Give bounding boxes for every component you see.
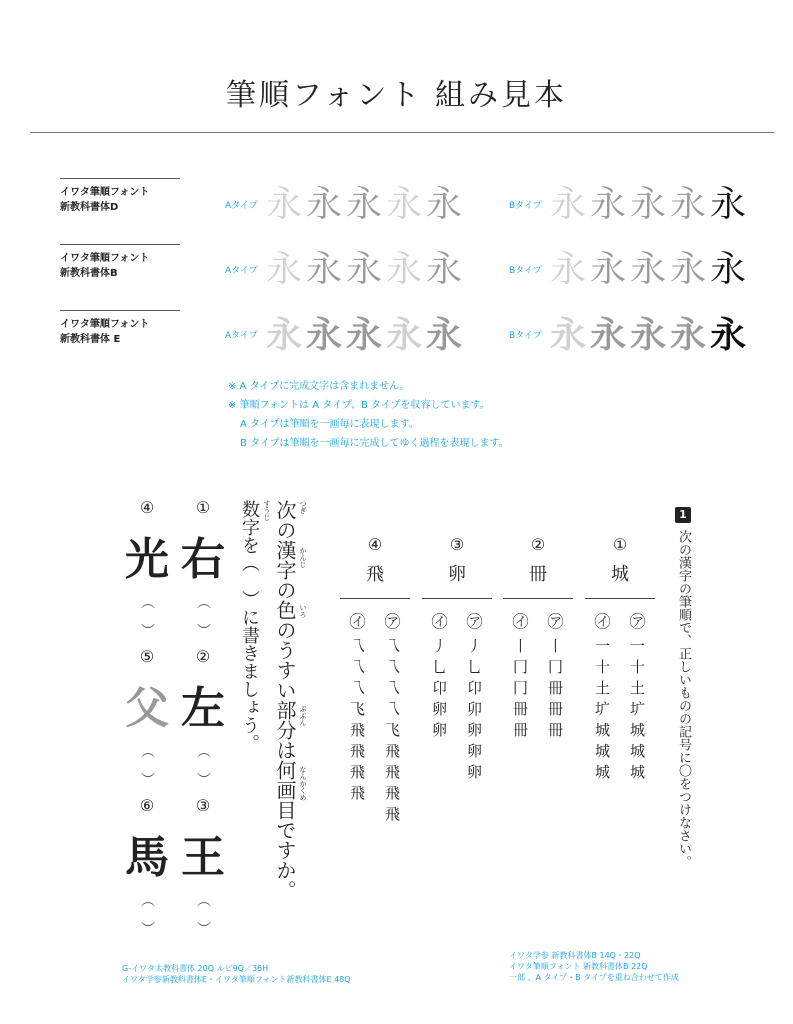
option-label: ㋑ (431, 612, 448, 631)
footer-left (122, 963, 351, 985)
answer-paren[interactable]: （ ） (195, 893, 211, 935)
stroke-item-3 (422, 535, 492, 785)
type-b-glyphs-d (549, 176, 749, 227)
brace (503, 598, 573, 603)
row-label-line1: イワタ筆順フォント (60, 319, 150, 330)
question-badge: 1 (675, 507, 691, 523)
option-label: ㋐ (466, 612, 483, 631)
stroke-sequence: 一十土圹城城城 (628, 638, 646, 785)
answer-paren[interactable]: （ ） (195, 744, 211, 786)
glyph: 永 (709, 249, 748, 290)
question-char: 飛 (366, 564, 384, 585)
glyph: 永 (385, 314, 424, 356)
option-b[interactable] (510, 609, 531, 743)
footer-line: イワタ筆順フォント 新教科書体B 22Q (509, 962, 648, 971)
glyph: 永 (669, 314, 708, 356)
stroke-sequence: 丨冂冂冊冊 (511, 638, 529, 743)
type-a-glyphs-b (265, 241, 465, 292)
glyph: 永 (425, 249, 464, 290)
note: A タイプは筆順を一画毎に表現します。 (240, 419, 419, 430)
question-number: ③ (195, 796, 211, 815)
row-label-line1: イワタ筆順フォント (60, 187, 150, 198)
row-label-line2: 新教科書体D (60, 202, 119, 213)
ruby: なんかくめ (299, 766, 307, 801)
note: ※ 筆順フォントは A タイプ、B タイプを収容しています。 (228, 400, 490, 411)
glyph: 永 (629, 314, 668, 356)
footer-right (509, 950, 679, 983)
option-a[interactable] (382, 609, 403, 827)
glyph: 永 (305, 184, 344, 225)
glyph: 永 (345, 184, 384, 225)
type-b-glyphs-e (549, 307, 749, 358)
option-label: ㋑ (349, 612, 366, 631)
question-number: ③ (449, 535, 465, 554)
glyph: 永 (549, 249, 588, 290)
option-a[interactable] (545, 609, 566, 743)
question-char: 右 (181, 534, 225, 585)
ruby: すうじ (263, 500, 271, 521)
question-char: 馬 (125, 832, 169, 883)
row-label-b (60, 244, 180, 281)
type-b-tag: Bタイプ (509, 266, 542, 276)
type-a-tag: Aタイプ (225, 201, 258, 211)
option-label: ㋐ (384, 612, 401, 631)
answer-paren[interactable]: （ ） (139, 893, 155, 935)
left-instruction-line1: 次の漢字の色のうすい部分は何画目ですか。 (273, 500, 297, 900)
type-a-tag: Aタイプ (225, 266, 258, 276)
note: ※ A タイプに完成文字は含まれません。 (228, 381, 410, 392)
option-label: ㋐ (629, 612, 646, 631)
glyph: 永 (265, 249, 304, 290)
glyph: 永 (589, 314, 628, 356)
glyph: 永 (589, 249, 628, 290)
question-number: ⑤ (139, 647, 155, 666)
page-title: 筆順フォント 組み見本 (225, 78, 568, 113)
footer-line: イワタ学参新教科書体E・イワタ筆順フォント新教科書体E 48Q (122, 975, 351, 984)
title-divider (30, 132, 774, 133)
option-b[interactable] (592, 609, 613, 785)
stroke-sequence: 一十土圹城城城 (593, 638, 611, 785)
option-b[interactable] (429, 609, 450, 785)
type-b-tag: Bタイプ (509, 201, 542, 211)
type-b-tag: Bタイプ (509, 331, 542, 341)
question-char: 城 (611, 564, 629, 585)
glyph: 永 (305, 249, 344, 290)
answer-paren[interactable]: （ ） (139, 744, 155, 786)
stroke-sequence: 乁乁乁乁飞飛飛飛飛 (383, 638, 401, 827)
glyph: 永 (709, 184, 748, 225)
option-label: ㋐ (547, 612, 564, 631)
row-label-e (60, 310, 180, 347)
brace (422, 598, 492, 603)
type-b-glyphs-b (549, 241, 749, 292)
glyph: 永 (345, 314, 384, 356)
option-b[interactable] (347, 609, 368, 827)
stroke-item-4 (340, 535, 410, 827)
type-a-glyphs-e (265, 307, 465, 358)
question-number: ① (195, 498, 211, 517)
row-label-d (60, 178, 180, 215)
glyph: 永 (669, 184, 708, 225)
brace (585, 598, 655, 603)
glyph: 永 (265, 184, 304, 225)
answer-column-4 (122, 498, 172, 935)
ruby: かんじ (299, 547, 307, 568)
glyph: 永 (589, 184, 628, 225)
type-a-tag: Aタイプ (225, 331, 258, 341)
row-label-line2: 新教科書体B (60, 268, 118, 279)
stroke-item-2 (503, 535, 573, 743)
glyph: 永 (629, 249, 668, 290)
stroke-item-1 (585, 535, 655, 785)
answer-paren[interactable]: （ ） (139, 595, 155, 637)
ruby: ぶぶん (299, 705, 307, 726)
glyph: 永 (549, 184, 588, 225)
type-a-glyphs-d (265, 176, 465, 227)
option-label: ㋑ (512, 612, 529, 631)
option-a[interactable] (627, 609, 648, 785)
question-char: 左 (181, 683, 225, 734)
glyph: 永 (549, 314, 588, 356)
question-char: 王 (181, 832, 225, 883)
stroke-sequence: 丨冂冊冊冊 (546, 638, 564, 743)
footer-line: イワタ学参 新教科書体B 14Q・22Q (509, 951, 641, 960)
answer-column-1 (178, 498, 228, 935)
question-char: 卵 (448, 564, 466, 585)
question-char: 父 (125, 683, 169, 734)
brace (340, 598, 410, 603)
question-number: ② (195, 647, 211, 666)
ruby: いろ (299, 604, 307, 618)
glyph: 永 (385, 184, 424, 225)
glyph: 永 (305, 314, 344, 356)
answer-paren[interactable]: （ ） (195, 595, 211, 637)
footer-line: G-イワタ太教科書体 20Q ルビ9Q／36H (122, 964, 269, 973)
question-number: ① (612, 535, 628, 554)
notes (228, 377, 509, 453)
question-number: ④ (367, 535, 383, 554)
stroke-sequence: 丿乚卬卵卵 (430, 638, 448, 743)
option-label: ㋑ (594, 612, 611, 631)
glyph: 永 (629, 184, 668, 225)
glyph: 永 (669, 249, 708, 290)
stroke-sequence: 乁乁乁飞飛飛飛飛 (348, 638, 366, 806)
left-instruction-line2: 数字を（ ）に書きましょう。 (239, 500, 260, 752)
glyph: 永 (265, 314, 304, 356)
row-label-line2: 新教科書体 E (60, 334, 121, 345)
glyph: 永 (385, 249, 424, 290)
question-number: ④ (139, 498, 155, 517)
question-number: ② (530, 535, 546, 554)
option-a[interactable] (464, 609, 485, 785)
stroke-sequence: 丿乚卬卯卵卵卵 (465, 638, 483, 785)
right-instruction: 次の漢字の筆順で、正しいものの記号に〇をつけなさい。 (676, 530, 691, 868)
row-label-line1: イワタ筆順フォント (60, 253, 150, 264)
glyph: 永 (709, 314, 748, 356)
glyph: 永 (345, 249, 384, 290)
glyph: 永 (425, 184, 464, 225)
footer-line: 一部 、A タイプ・B タイプを重ね合わせて作成 (509, 973, 679, 982)
question-number: ⑥ (139, 796, 155, 815)
glyph: 永 (425, 314, 464, 356)
ruby: つぎ (299, 500, 307, 514)
question-char: 光 (125, 534, 169, 585)
question-char: 冊 (529, 564, 547, 585)
note: B タイプは筆順を一画毎に完成してゆく過程を表現します。 (240, 438, 509, 449)
